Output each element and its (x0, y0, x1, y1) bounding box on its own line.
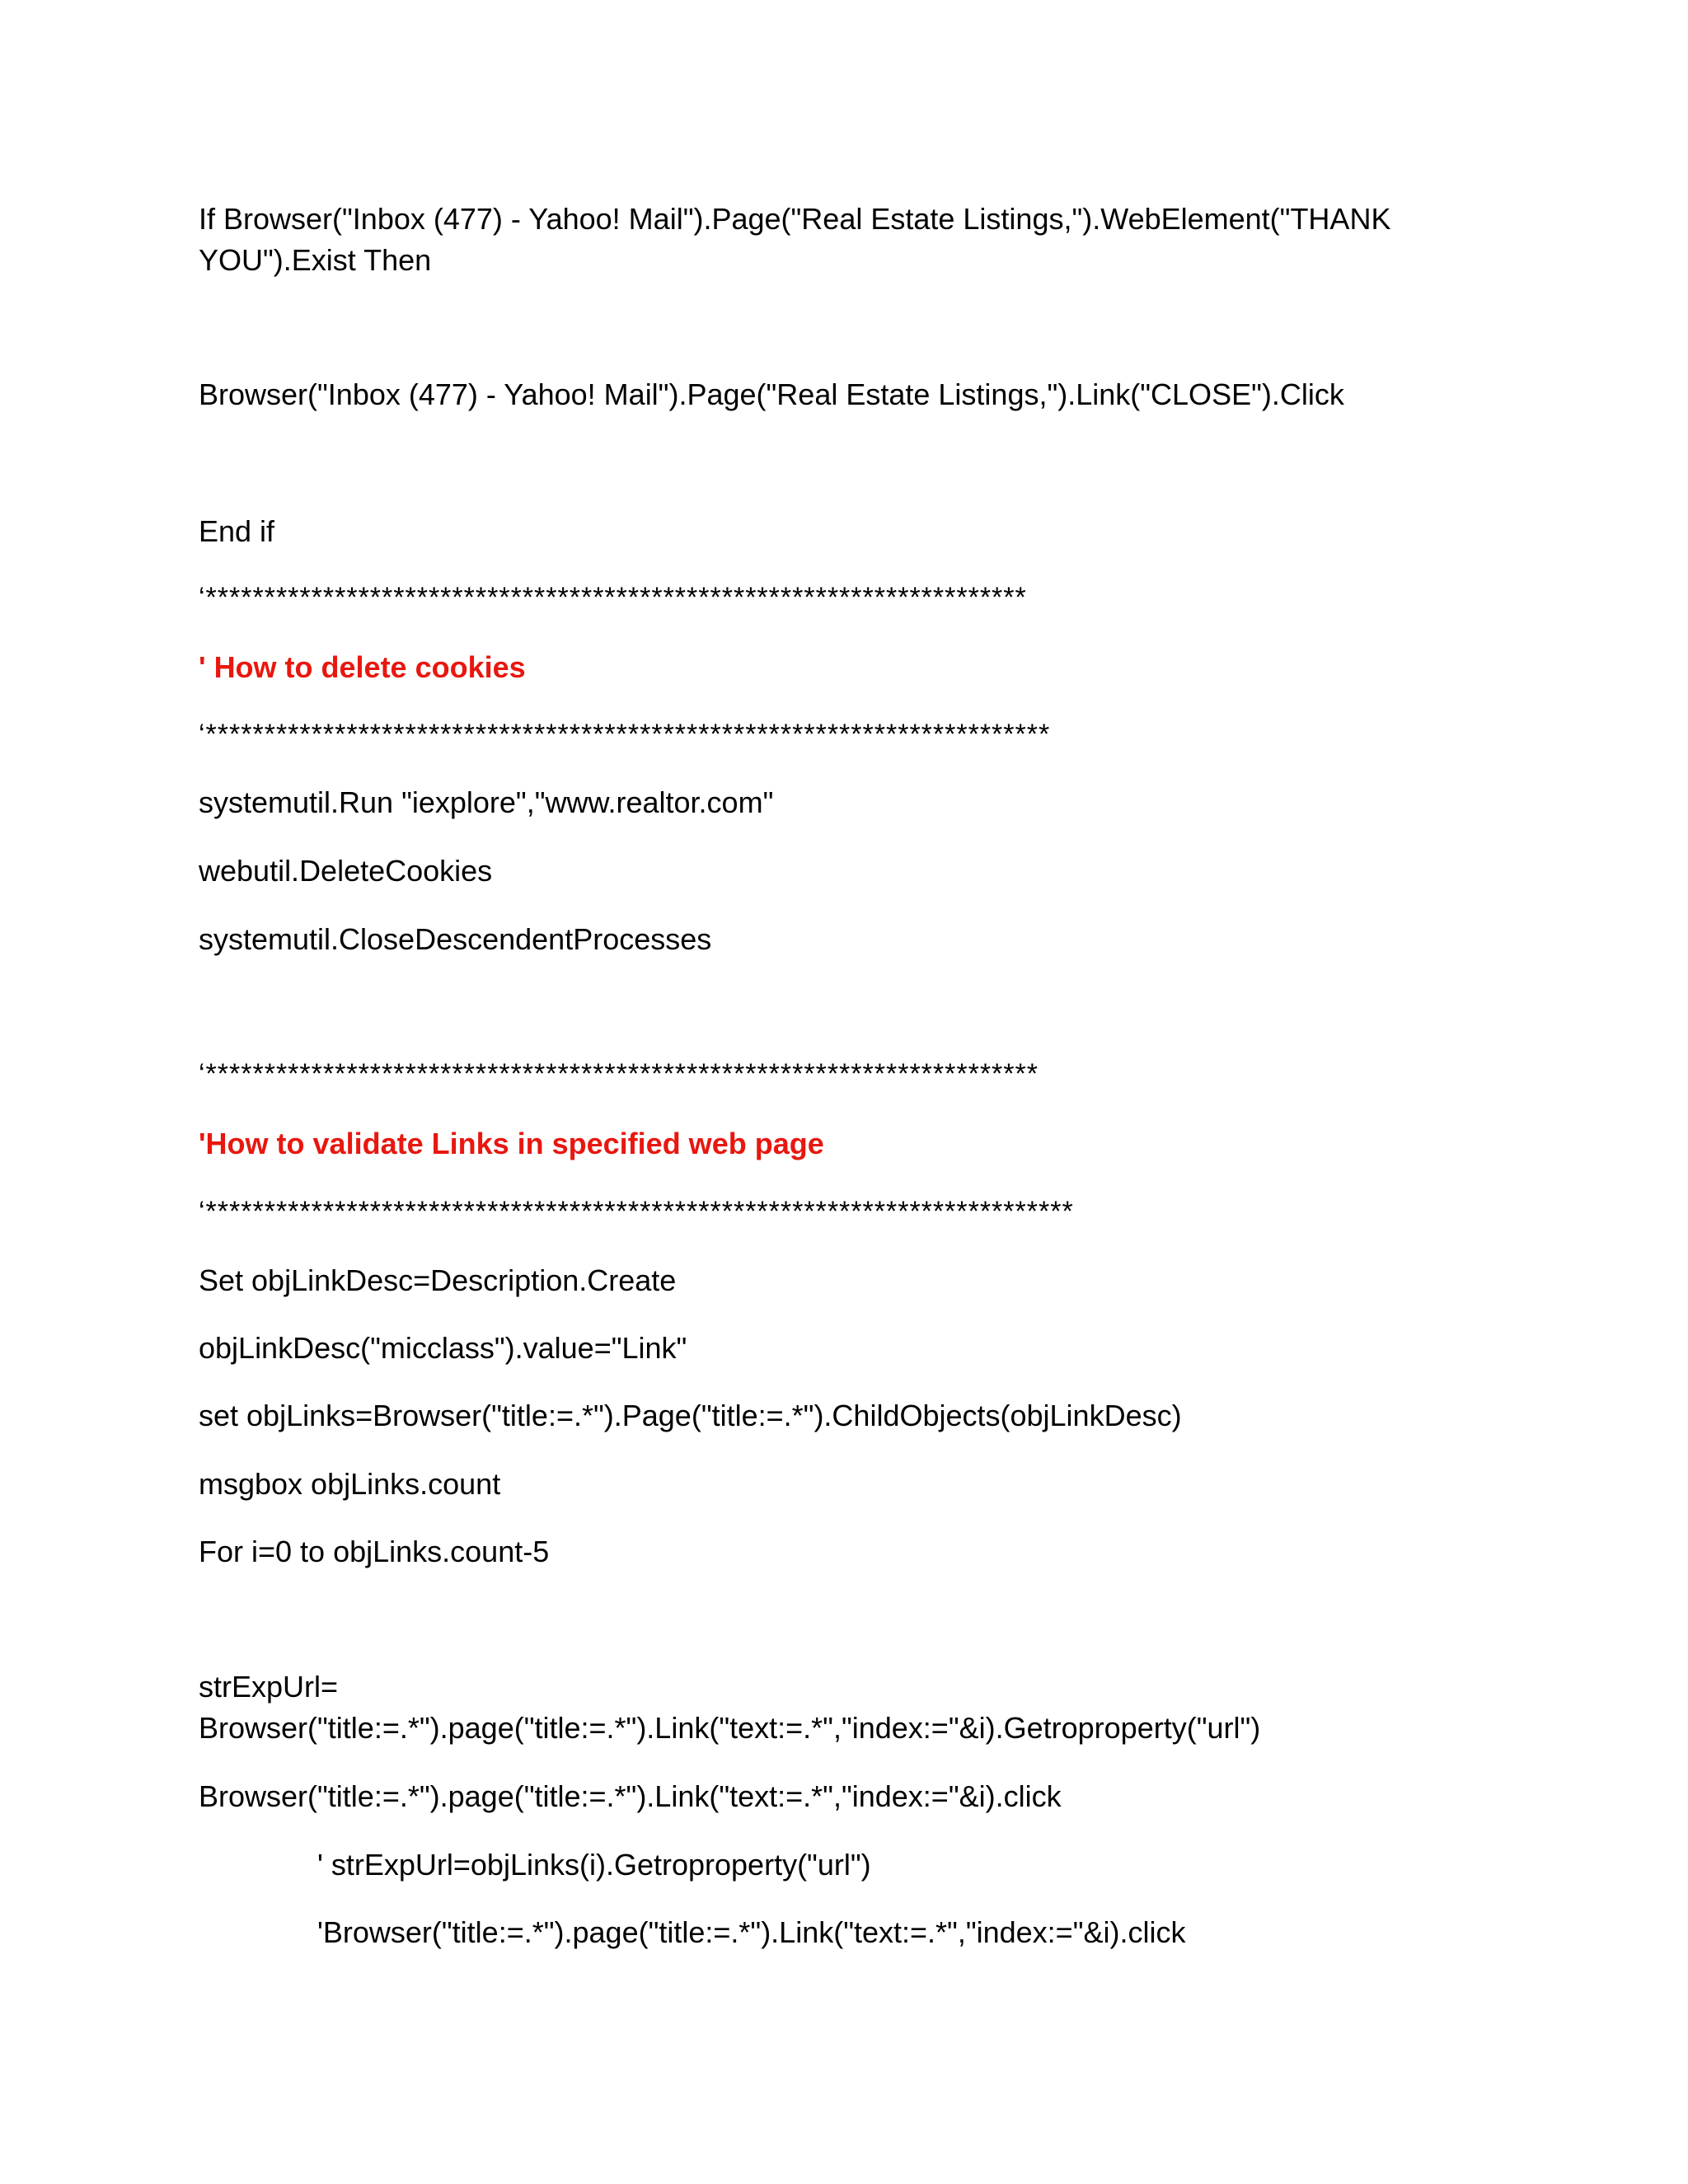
code-line-getroproperty: Browser("title:=.*").page("title:=.*").Link("text:=.*","index:="&i).Getroproperty("url") (199, 1711, 1261, 1745)
section-heading-delete-cookies: ' How to delete cookies (199, 650, 526, 684)
code-line-if-browser: If Browser("Inbox (477) - Yahoo! Mail").Page("Real Estate Listings,").WebElement("THANK (199, 202, 1391, 236)
code-line-close-processes: systemutil.CloseDescendentProcesses (199, 922, 712, 956)
code-comment-link-click: 'Browser("title:=.*").page("title:=.*").Link("text:=.*","index:="&i).click (317, 1915, 1186, 1949)
code-line-end-if: End if (199, 514, 275, 548)
code-line-micclass: objLinkDesc("micclass").value="Link" (199, 1331, 687, 1365)
code-line-msgbox: msgbox objLinks.count (199, 1467, 501, 1501)
code-line-you-exist: YOU").Exist Then (199, 243, 432, 277)
code-line-set-objlinkdesc: Set objLinkDesc=Description.Create (199, 1263, 677, 1297)
separator-line: ‘************************************************************************ (199, 719, 1051, 750)
code-line-delete-cookies: webutil.DeleteCookies (199, 854, 493, 888)
code-line-strexpurl: strExpUrl= (199, 1670, 339, 1704)
section-heading-validate-links: 'How to validate Links in specified web page (199, 1127, 824, 1160)
separator-line: ‘********************************************************************** (199, 582, 1027, 613)
code-line-close-click: Browser("Inbox (477) - Yahoo! Mail").Page("Real Estate Listings,").Link("CLOSE").Click (199, 377, 1344, 411)
code-line-link-click: Browser("title:=.*").page("title:=.*").Link("text:=.*","index:="&i).click (199, 1779, 1062, 1813)
separator-line: ‘************************************************************************** (199, 1196, 1074, 1227)
code-line-for-loop: For i=0 to objLinks.count-5 (199, 1535, 550, 1568)
code-line-systemutil-run: systemutil.Run "iexplore","www.realtor.com" (199, 785, 774, 819)
code-comment-strexpurl: ' strExpUrl=objLinks(i).Getroproperty("url") (317, 1848, 871, 1882)
separator-line: ‘*********************************************************************** (199, 1058, 1039, 1090)
code-line-set-objlinks: set objLinks=Browser("title:=.*").Page("title:=.*").ChildObjects(objLinkDesc) (199, 1399, 1182, 1432)
